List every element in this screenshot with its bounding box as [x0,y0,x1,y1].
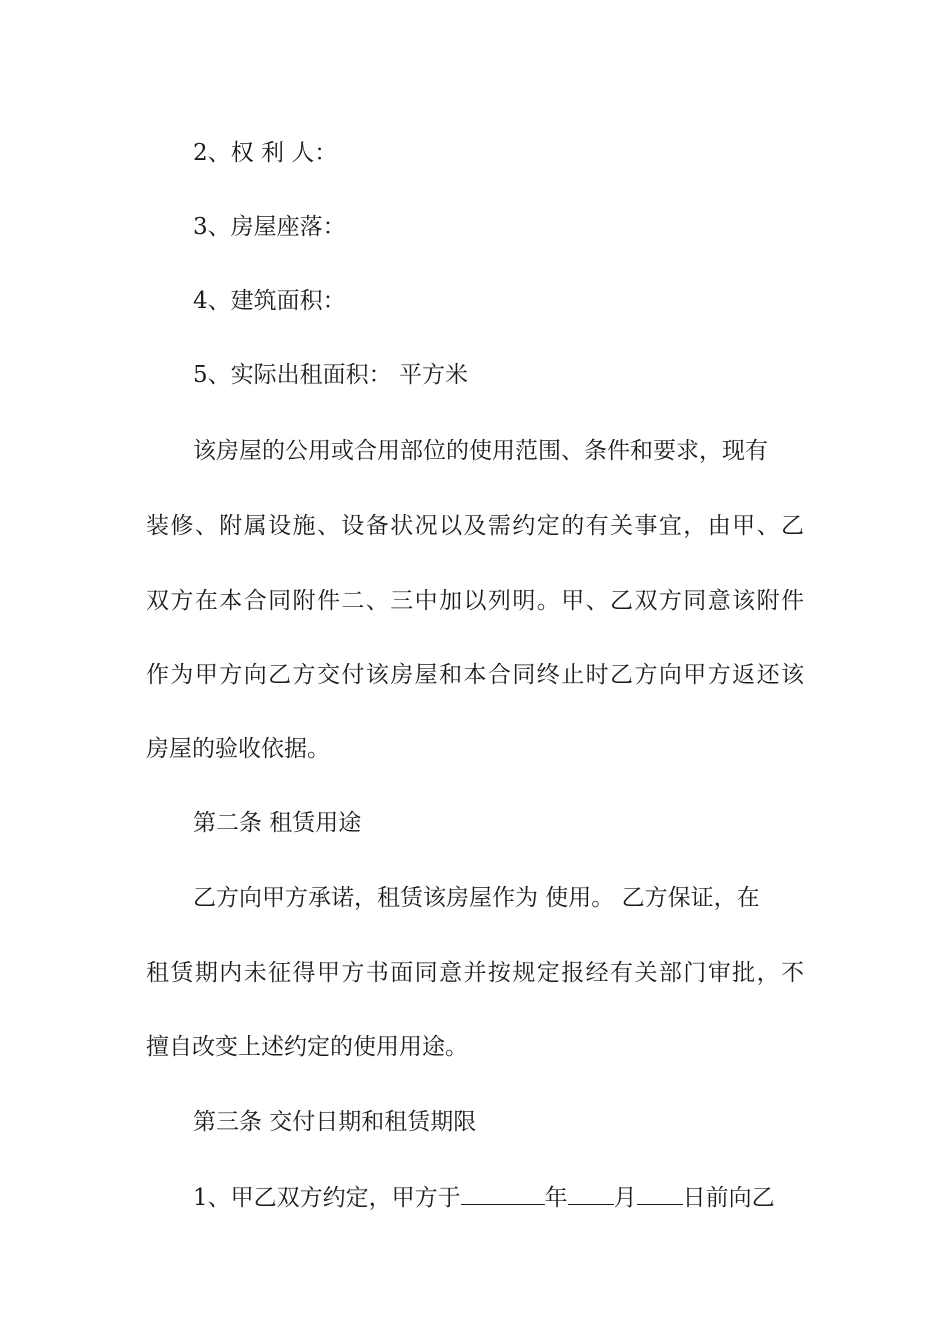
year-blank[interactable] [461,1182,545,1205]
day-blank[interactable] [637,1182,683,1205]
paragraph-line: 该房屋的公用或合用部位的使用范围、条件和要求，现有 [193,438,768,464]
item-rental-area: 5、实际出租面积： 平方米 [193,362,468,388]
paragraph-line: 租赁期内未征得甲方书面同意并按规定报经有关部门审批，不 [146,960,804,986]
item-building-area: 4、建筑面积： [193,288,346,314]
article-3-heading: 第三条 交付日期和租赁期限 [193,1109,477,1135]
paragraph-line: 房屋的验收依据。 [146,736,330,762]
article-2-heading: 第二条 租赁用途 [193,810,362,836]
month-blank[interactable] [568,1182,614,1205]
paragraph-line: 乙方向甲方承诺，租赁该房屋作为 使用。 乙方保证，在 [193,885,760,911]
item-house-location: 3、房屋座落： [193,214,346,240]
month-label: 月 [613,1185,637,1211]
item-rights-holder: 2、权 利 人： [193,140,338,166]
delivery-date-line [0,1182,950,1213]
paragraph-line: 双方在本合同附件二、三中加以列明。甲、乙双方同意该附件 [146,588,804,614]
paragraph-line: 装修、附属设施、设备状况以及需约定的有关事宜，由甲、乙 [146,513,804,539]
year-label: 年 [544,1185,568,1211]
delivery-date-prefix: 1、甲乙双方约定，甲方于 [193,1185,461,1211]
paragraph-line: 作为甲方向乙方交付该房屋和本合同终止时乙方向甲方返还该 [146,662,804,688]
delivery-date-suffix: 日前向乙 [682,1185,775,1211]
paragraph-line: 擅自改变上述约定的使用用途。 [146,1034,468,1060]
